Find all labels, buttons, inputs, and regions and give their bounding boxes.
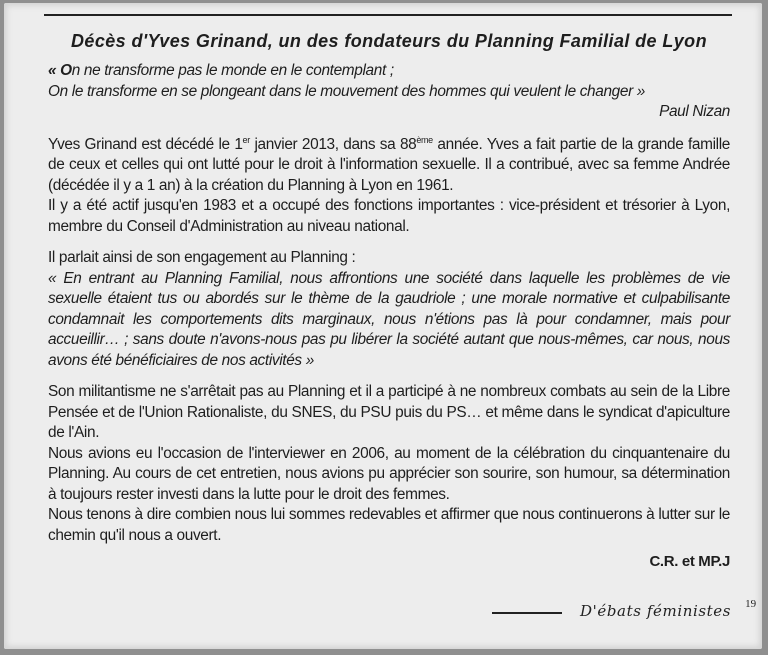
page-footer bbox=[492, 594, 756, 620]
epigraph-line-2: On le transforme en se plongeant dans le mouvement des hommes qui veulent le changer » bbox=[48, 82, 646, 100]
paragraph-militancy: Son militantisme ne s'arrêtait pas au Planning et il a participé à ne nombreux combats au sein de la Libre Pensée et de l'Union Rationaliste, du SNES, du PSU puis du PS… et même dans le syndicat d'apiculture de l'Ain. bbox=[48, 383, 730, 441]
paragraph1-part-b: janvier 2013, dans sa 88 bbox=[249, 135, 417, 153]
footer-publication: D'ébats féministes bbox=[580, 602, 732, 620]
top-rule bbox=[44, 14, 732, 16]
footer-rule bbox=[492, 612, 562, 614]
paragraph-interview: Nous avions eu l'occasion de l'interviewer en 2006, au moment de la célébration du cinquantenaire du Planning. Au cours de cet entretien, nous avions pu apprécier son sourire, son humour, sa détermination à toujours rester investi dans la lutte pour le droit des femmes. bbox=[48, 444, 730, 503]
spacer bbox=[48, 371, 730, 382]
epigraph-line-1-text: n ne transforme pas le monde en le contemplant ; bbox=[71, 62, 394, 79]
signature: C.R. et MP.J bbox=[649, 553, 730, 570]
page-number: 19 bbox=[745, 598, 757, 610]
paragraph1-sup-er: er bbox=[242, 134, 250, 145]
epigraph-line-1 bbox=[48, 61, 730, 82]
epigraph-open-quote: « O bbox=[48, 62, 72, 79]
paragraph1-sup-eme: ème bbox=[416, 134, 433, 145]
paragraph-tribute: Nous tenons à dire combien nous lui sommes redevables et affirmer que nous continuerons à lutter sur le chemin qu'il nous a ouvert. bbox=[48, 506, 730, 544]
paragraph1-part-c: année. Yves a fait partie de la grande famille de ceux et celles qui ont lutté pour le droit à l'information sexuelle. Il a contribué, avec sa femme Andrée (décédée il y a 1 an) à la création du Planning à Lyon en 1961. bbox=[48, 135, 731, 194]
paragraph-death-notice bbox=[48, 135, 730, 197]
article-page bbox=[4, 3, 762, 649]
article-content bbox=[48, 29, 730, 573]
article-title: Décès d'Yves Grinand, un des fondateurs du Planning Familial de Lyon bbox=[71, 31, 707, 51]
paragraph-roles: Il y a été actif jusqu'en 1983 et a occupé des fonctions importantes : vice-président et trésorier à Lyon, membre du Conseil d'Administration au niveau national. bbox=[48, 197, 730, 235]
paragraph-quote-intro: Il parlait ainsi de son engagement au Planning : bbox=[48, 249, 356, 266]
paragraph1-part-a: Yves Grinand est décédé le 1 bbox=[48, 135, 243, 153]
epigraph-author: Paul Nizan bbox=[659, 103, 730, 120]
paragraph-quote: « En entrant au Planning Familial, nous affrontions une société dans laquelle les problèmes de vie sexuelle étaient tus ou abordés sur le thème de la gaudriole ; une morale normative et culpabilisante condamnait les comportements dits marginaux, nous n'étions pas là pour condamner, mais pour accueillir… ; sans doute n'avons-nous pas pu libérer la société autant que nous-mêmes, car nous, nous avons été bénéficiaires de nos activités » bbox=[48, 269, 730, 369]
spacer bbox=[48, 237, 730, 248]
